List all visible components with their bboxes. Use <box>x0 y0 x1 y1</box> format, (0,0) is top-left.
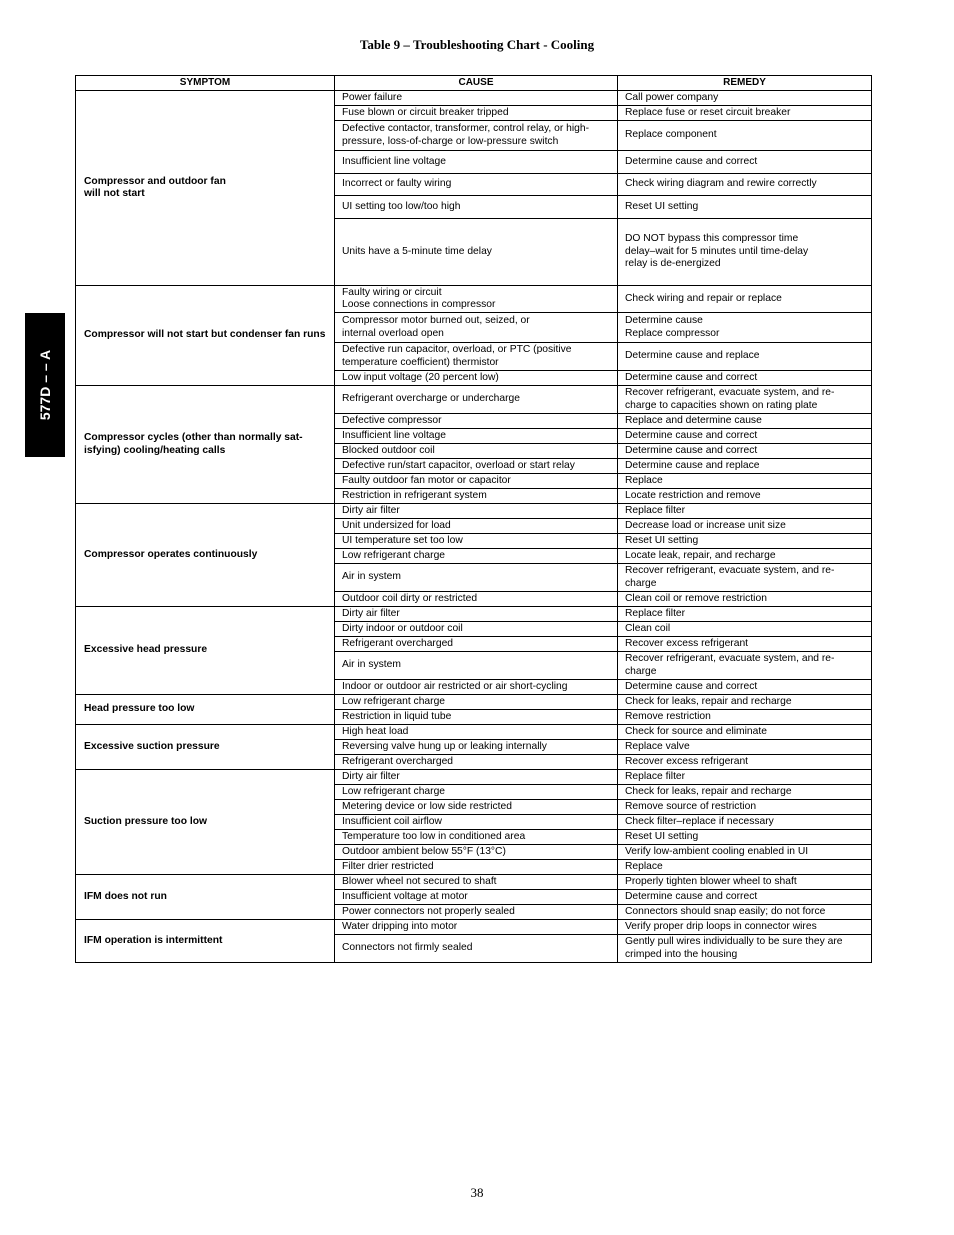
remedy-cell: Replace filter <box>618 607 872 622</box>
cause-cell: Air in system <box>335 652 618 680</box>
symptom-cell: Compressor cycles (other than normally sat‐ isfying) cooling/heating calls <box>76 386 335 504</box>
remedy-cell: Recover refrigerant, evacuate system, and re‐ charge to capacities shown on rating plate <box>618 386 872 414</box>
table-row <box>76 386 872 414</box>
remedy-cell: Replace <box>618 860 872 875</box>
remedy-cell: Determine cause and correct <box>618 444 872 459</box>
table-header-row <box>76 76 872 91</box>
remedy-cell: Verify low‐ambient cooling enabled in UI <box>618 845 872 860</box>
cause-cell: Defective contactor, transformer, control relay, or high‐ pressure, loss‐of‐charge or low‐pressure switch <box>335 121 618 151</box>
remedy-cell: Determine cause and replace <box>618 459 872 474</box>
remedy-cell: Determine cause Replace compressor <box>618 313 872 343</box>
cause-cell: High heat load <box>335 725 618 740</box>
header-cause: CAUSE <box>335 76 618 91</box>
cause-cell: Faulty wiring or circuit Loose connections in compressor <box>335 286 618 313</box>
table-row <box>76 607 872 622</box>
side-tab <box>25 313 65 457</box>
table-row <box>76 770 872 785</box>
remedy-cell: Gently pull wires individually to be sure they are crimped into the housing <box>618 935 872 963</box>
cause-cell: UI setting too low/too high <box>335 196 618 219</box>
symptom-cell: Compressor will not start but condenser fan runs <box>76 286 335 386</box>
remedy-cell: Recover refrigerant, evacuate system, and re‐ charge <box>618 564 872 592</box>
table-row <box>76 91 872 106</box>
remedy-cell: Locate restriction and remove <box>618 489 872 504</box>
remedy-cell: Determine cause and correct <box>618 429 872 444</box>
cause-cell: Connectors not firmly sealed <box>335 935 618 963</box>
remedy-cell: Determine cause and correct <box>618 890 872 905</box>
symptom-cell: IFM operation is intermittent <box>76 920 335 963</box>
cause-cell: Temperature too low in conditioned area <box>335 830 618 845</box>
remedy-cell: Determine cause and correct <box>618 680 872 695</box>
remedy-cell: Determine cause and correct <box>618 371 872 386</box>
remedy-cell: Check for leaks, repair and recharge <box>618 785 872 800</box>
table-row <box>76 286 872 313</box>
cause-cell: Indoor or outdoor air restricted or air short‐cycling <box>335 680 618 695</box>
symptom-cell: IFM does not run <box>76 875 335 920</box>
remedy-cell: Properly tighten blower wheel to shaft <box>618 875 872 890</box>
symptom-cell: Compressor operates continuously <box>76 504 335 607</box>
remedy-cell: Decrease load or increase unit size <box>618 519 872 534</box>
cause-cell: Defective compressor <box>335 414 618 429</box>
table-row <box>76 875 872 890</box>
cause-cell: Outdoor coil dirty or restricted <box>335 592 618 607</box>
remedy-cell: Replace and determine cause <box>618 414 872 429</box>
cause-cell: Units have a 5‐minute time delay <box>335 219 618 286</box>
cause-cell: Insufficient line voltage <box>335 151 618 174</box>
remedy-cell: Connectors should snap easily; do not force <box>618 905 872 920</box>
cause-cell: Incorrect or faulty wiring <box>335 174 618 196</box>
cause-cell: Faulty outdoor fan motor or capacitor <box>335 474 618 489</box>
symptom-cell: Compressor and outdoor fan will not start <box>76 91 335 286</box>
table-row <box>76 920 872 935</box>
cause-cell: Fuse blown or circuit breaker tripped <box>335 106 618 121</box>
remedy-cell: Clean coil or remove restriction <box>618 592 872 607</box>
symptom-cell: Excessive suction pressure <box>76 725 335 770</box>
remedy-cell: Locate leak, repair, and recharge <box>618 549 872 564</box>
cause-cell: Low refrigerant charge <box>335 785 618 800</box>
cause-cell: Low input voltage (20 percent low) <box>335 371 618 386</box>
cause-cell: Dirty air filter <box>335 607 618 622</box>
cause-cell: Water dripping into motor <box>335 920 618 935</box>
symptom-cell: Excessive head pressure <box>76 607 335 695</box>
remedy-cell: Reset UI setting <box>618 196 872 219</box>
remedy-cell: Recover excess refrigerant <box>618 637 872 652</box>
cause-cell: Metering device or low side restricted <box>335 800 618 815</box>
side-tab-label: 577D – – A <box>37 349 53 421</box>
symptom-cell: Head pressure too low <box>76 695 335 725</box>
remedy-cell: Replace <box>618 474 872 489</box>
cause-cell: Dirty air filter <box>335 504 618 519</box>
remedy-cell: Replace valve <box>618 740 872 755</box>
remedy-cell: Clean coil <box>618 622 872 637</box>
cause-cell: Restriction in refrigerant system <box>335 489 618 504</box>
cause-cell: Power failure <box>335 91 618 106</box>
cause-cell: Insufficient coil airflow <box>335 815 618 830</box>
remedy-cell: Recover excess refrigerant <box>618 755 872 770</box>
cause-cell: Dirty indoor or outdoor coil <box>335 622 618 637</box>
remedy-cell: Replace filter <box>618 770 872 785</box>
cause-cell: UI temperature set too low <box>335 534 618 549</box>
table-row <box>76 695 872 710</box>
remedy-cell: Replace fuse or reset circuit breaker <box>618 106 872 121</box>
cause-cell: Blocked outdoor coil <box>335 444 618 459</box>
remedy-cell: Check for source and eliminate <box>618 725 872 740</box>
cause-cell: Dirty air filter <box>335 770 618 785</box>
cause-cell: Power connectors not properly sealed <box>335 905 618 920</box>
cause-cell: Refrigerant overcharged <box>335 755 618 770</box>
remedy-cell: Reset UI setting <box>618 830 872 845</box>
remedy-cell: Replace component <box>618 121 872 151</box>
cause-cell: Low refrigerant charge <box>335 549 618 564</box>
cause-cell: Reversing valve hung up or leaking internally <box>335 740 618 755</box>
remedy-cell: Check wiring and repair or replace <box>618 286 872 313</box>
remedy-cell: Recover refrigerant, evacuate system, and re‐ charge <box>618 652 872 680</box>
cause-cell: Compressor motor burned out, seized, or internal overload open <box>335 313 618 343</box>
cause-cell: Refrigerant overcharged <box>335 637 618 652</box>
table-row <box>76 504 872 519</box>
cause-cell: Defective run capacitor, overload, or PTC (positive temperature coefficient) thermistor <box>335 343 618 371</box>
cause-cell: Defective run/start capacitor, overload or start relay <box>335 459 618 474</box>
cause-cell: Low refrigerant charge <box>335 695 618 710</box>
remedy-cell: Determine cause and correct <box>618 151 872 174</box>
header-remedy: REMEDY <box>618 76 872 91</box>
table-body <box>76 91 872 963</box>
table-title: Table 9 – Troubleshooting Chart ‐ Cooling <box>359 37 595 52</box>
cause-cell: Outdoor ambient below 55°F (13°C) <box>335 845 618 860</box>
remedy-cell: Replace filter <box>618 504 872 519</box>
cause-cell: Insufficient voltage at motor <box>335 890 618 905</box>
troubleshooting-table <box>75 75 872 963</box>
cause-cell: Unit undersized for load <box>335 519 618 534</box>
remedy-cell: Check filter–replace if necessary <box>618 815 872 830</box>
remedy-cell: Remove source of restriction <box>618 800 872 815</box>
remedy-cell: Check wiring diagram and rewire correctly <box>618 174 872 196</box>
remedy-cell: Remove restriction <box>618 710 872 725</box>
cause-cell: Blower wheel not secured to shaft <box>335 875 618 890</box>
remedy-cell: Check for leaks, repair and recharge <box>618 695 872 710</box>
remedy-cell: Reset UI setting <box>618 534 872 549</box>
cause-cell: Refrigerant overcharge or undercharge <box>335 386 618 414</box>
page-number: 38 <box>470 1185 484 1200</box>
cause-cell: Air in system <box>335 564 618 592</box>
cause-cell: Restriction in liquid tube <box>335 710 618 725</box>
symptom-cell: Suction pressure too low <box>76 770 335 875</box>
remedy-cell: Determine cause and replace <box>618 343 872 371</box>
cause-cell: Filter drier restricted <box>335 860 618 875</box>
cause-cell: Insufficient line voltage <box>335 429 618 444</box>
remedy-cell: DO NOT bypass this compressor time delay–wait for 5 minutes until time‐delay relay is de‐energized <box>618 219 872 286</box>
remedy-cell: Verify proper drip loops in connector wires <box>618 920 872 935</box>
header-symptom: SYMPTOM <box>76 76 335 91</box>
table-row <box>76 725 872 740</box>
remedy-cell: Call power company <box>618 91 872 106</box>
